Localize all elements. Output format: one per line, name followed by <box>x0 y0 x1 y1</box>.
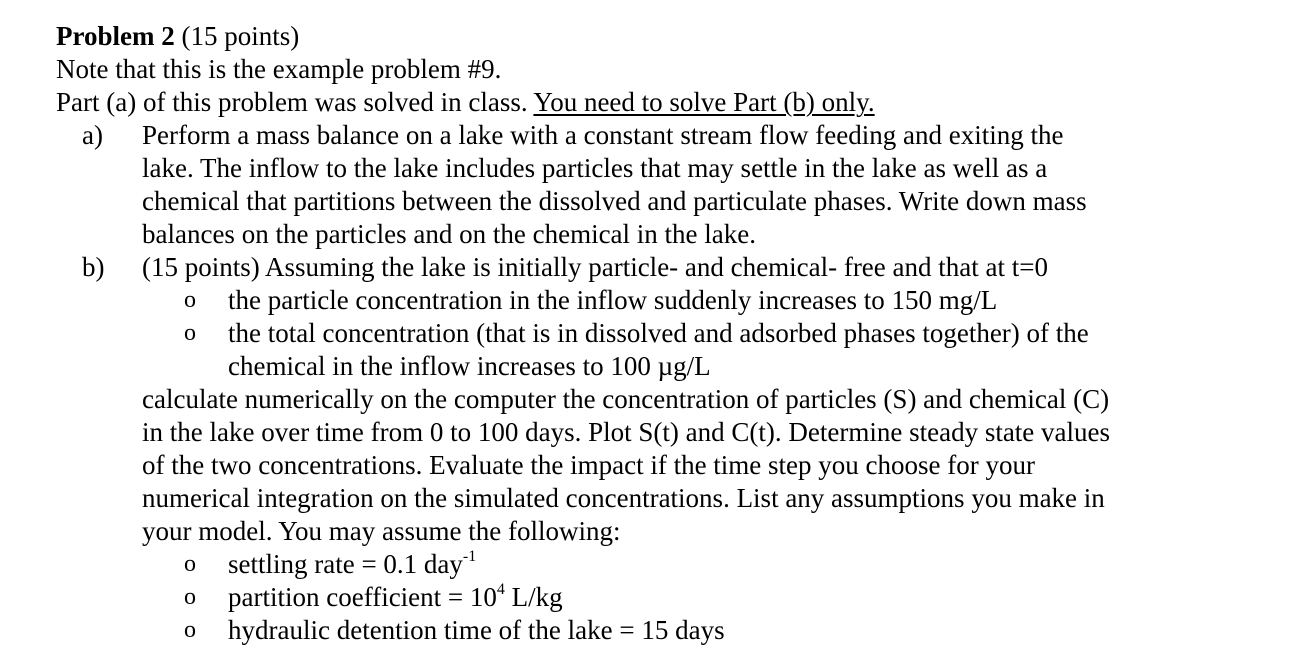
bullet-marker: o <box>184 551 196 577</box>
problem-title-label: Problem 2 <box>56 21 175 51</box>
condition-line: chemical in the inflow increases to 100 µg/L <box>228 351 711 381</box>
part-b-body-line: of the two concentrations. Evaluate the impact if the time step you choose for your <box>142 450 1035 480</box>
condition-item <box>56 317 1276 383</box>
partition-coefficient-text: partition coefficient = 10 <box>228 582 497 612</box>
problem-title <box>56 20 1276 53</box>
part-a <box>56 119 1276 251</box>
part-b-body <box>56 383 1276 548</box>
part-b-assumptions <box>56 548 1276 647</box>
settling-rate-text: settling rate = 0.1 day <box>228 549 463 579</box>
assumption-item-detention <box>56 614 1276 647</box>
settling-rate-exponent: -1 <box>462 548 477 565</box>
part-a-marker: a) <box>82 120 103 150</box>
bullet-marker: o <box>184 320 196 346</box>
detention-time-text: hydraulic detention time of the lake = 15 days <box>228 615 725 645</box>
problem-note: Note that this is the example problem #9. <box>56 54 502 84</box>
part-a-line: balances on the particles and on the chemical in the lake. <box>142 219 756 249</box>
part-b <box>56 251 1276 284</box>
part-a-line: lake. The inflow to the lake includes particles that may settle in the lake as well as a <box>142 153 1048 183</box>
part-b-marker: b) <box>82 252 105 282</box>
condition-line: the particle concentration in the inflow suddenly increases to 150 mg/L <box>228 285 998 315</box>
part-b-first-line: (15 points) Assuming the lake is initially particle- and chemical- free and that at t=0 <box>142 252 1048 282</box>
problem-points: (15 points) <box>174 21 300 51</box>
part-b-body-line: your model. You may assume the following: <box>142 516 621 546</box>
part-b-conditions <box>56 284 1276 383</box>
part-a-line: Perform a mass balance on a lake with a constant stream flow feeding and exiting the <box>142 120 1064 150</box>
part-b-body-line: in the lake over time from 0 to 100 days. Plot S(t) and C(t). Determine steady state values <box>142 417 1111 447</box>
partition-coefficient-exponent: 4 <box>496 581 505 598</box>
part-a-line: chemical that partitions between the dissolved and particulate phases. Write down mass <box>142 186 1087 216</box>
assumption-item-partition <box>56 581 1276 614</box>
bullet-marker: o <box>184 287 196 313</box>
part-instructions <box>56 86 1276 119</box>
assumption-item-settling <box>56 548 1276 581</box>
part-b-body-line: calculate numerically on the computer the concentration of particles (S) and chemical (C) <box>142 384 1110 414</box>
part-instructions-text: Part (a) of this problem was solved in class. <box>56 87 534 117</box>
problem-document <box>56 20 1276 647</box>
part-b-body-line: numerical integration on the simulated concentrations. List any assumptions you make in <box>142 483 1105 513</box>
condition-item <box>56 284 1276 317</box>
bullet-marker: o <box>184 584 196 610</box>
condition-line: the total concentration (that is in dissolved and adsorbed phases together) of the <box>228 318 1089 348</box>
assumption-line <box>228 548 1276 581</box>
partition-coefficient-unit: L/kg <box>504 582 563 612</box>
part-instructions-emphasis: You need to solve Part (b) only. <box>533 87 875 117</box>
assumption-line <box>228 581 1276 614</box>
bullet-marker: o <box>184 617 196 643</box>
